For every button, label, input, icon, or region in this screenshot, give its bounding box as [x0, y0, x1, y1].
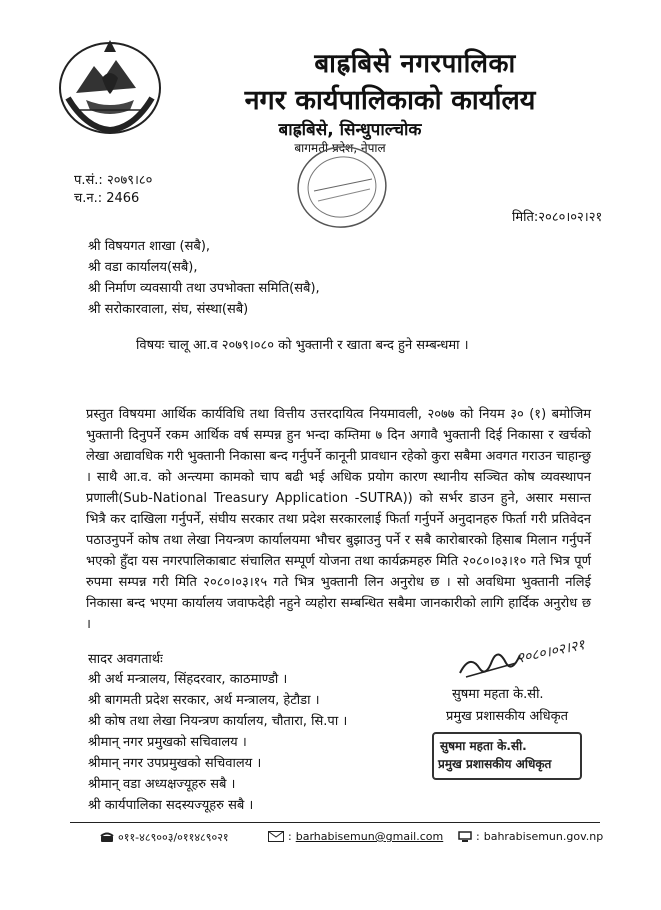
footer-phone	[100, 830, 229, 845]
footer-email: : barhabisemun@gmail.com	[268, 830, 443, 843]
seal-title: प्रमुख प्रशासकीय अधिकृत	[438, 757, 552, 771]
chalani-number: च.न.: 2466	[74, 191, 140, 206]
footer-website: : bahrabisemun.gov.np	[458, 830, 603, 843]
addressee-line: श्री विषयगत शाखा (सबै),	[88, 239, 211, 254]
signatory-title: प्रमुख प्रशासकीय अधिकृत	[446, 709, 569, 724]
cc-item: श्रीमान् वडा अध्यक्षज्यूहरु सबै ।	[88, 777, 236, 792]
cc-item: श्री कार्यपालिका सदस्यज्यूहरु सबै ।	[88, 798, 254, 813]
office-name: नगर कार्यपालिकाको कार्यालय	[244, 85, 536, 116]
cc-item: श्री अर्थ मन्त्रालय, सिंहदरवार, काठमाण्डौ ।	[88, 672, 288, 687]
phone-text: ०११-४८९००३/०११४८९०२१	[118, 831, 229, 844]
letter-subject: विषयः चालू आ.व २०७९।०८० को भुक्तानी र खाता बन्द हुने सम्बन्धमा ।	[136, 338, 469, 353]
handwritten-signature-icon	[456, 633, 596, 683]
nepal-emblem-icon	[56, 38, 164, 136]
patra-sankhya: प.सं.: २०७९।८०	[74, 173, 153, 188]
footer-divider	[70, 822, 600, 823]
signatory-name: सुषमा महता के.सी.	[452, 687, 544, 702]
cc-title: सादर अवगतार्थः	[88, 652, 163, 667]
office-location: बाह्रबिसे, सिन्धुपाल्चोक	[278, 120, 422, 140]
cc-item: श्रीमान् नगर उपप्रमुखको सचिवालय ।	[88, 756, 262, 771]
svg-text:२०८०।०२।२१: २०८०।०२।२१	[515, 636, 587, 667]
office-stamp-icon	[284, 141, 404, 241]
cc-item: श्री कोष तथा लेखा नियन्त्रण कार्यालय, चौतारा, सि.पा ।	[88, 714, 348, 729]
province-line: बागमती प्रदेश, नेपाल	[294, 141, 386, 155]
addressee-line: श्री निर्माण व्यवसायी तथा उपभोक्ता समिति(सबै),	[88, 281, 320, 296]
email-link[interactable]: barhabisemun@gmail.com	[295, 830, 444, 843]
phone-icon	[100, 832, 114, 843]
addressee-line: श्री सरोकारवाला, संघ, संस्था(सबै)	[88, 302, 249, 317]
addressee-line: श्री वडा कार्यालय(सबै),	[88, 260, 198, 275]
letter-date: मिति:२०८०।०२।२१	[512, 210, 603, 225]
computer-icon	[458, 831, 472, 843]
website-link[interactable]: bahrabisemun.gov.np	[483, 830, 604, 843]
letter-body: प्रस्तुत विषयमा आर्थिक कार्यविधि तथा वित्तीय उत्तरदायित्व नियमावली, २०७७ को नियम ३० (१) बमोजिम भुक्तानी दिनुपर्ने रकम आर्थिक वर्ष सम्पन्न हुन भन्दा कम्तिमा ७ दिन अगावै भुक्तानी दिई निकासा र खर्चको लेखा अद्यावधिक गरी भुक्तानी निकासा बन्द गर्नुपर्ने कानूनी प्रावधान रहेको कुरा सबैमा अवगत गराउन चाहान्छु । साथै आ.व. को अन्त्यमा कामको चाप बढी भई अधिक प्रयोग कारण स्थानीय सञ्चित कोष व्यवस्थापन प्रणाली(Sub-National Treasury Application -SUTRA)) को सर्भर डाउन हुने, असार मसान्त भित्रै कर दाखिला गर्नुपर्ने, संघीय सरकार तथा प्रदेश सरकारलाई फिर्ता गर्नुपर्ने अनुदानहरु फिर्ता गरी प्रतिवेदन पठाउनुपर्ने कोष तथा लेखा नियन्त्रण कार्यालयमा भौचर बुझाउनु पर्ने र सबै कारोबारको हिसाब मिलान गर्नुपर्ने भएको हुँदा यस नगरपालिकाबाट संचालित सम्पूर्ण योजना तथा कार्यक्रमहरु मिति २०८०।०३।१० गते भित्र पूर्ण रुपमा सम्पन्न गरी मिति २०८०।०३।१५ गते भित्र भुक्तानी लिन अनुरोध छ । सो अवधिमा भुक्तानी नलिई निकासा बन्द भएमा कार्यालय जवाफदेही नहुने व्यहोरा सम्बन्धित सबैमा जानकारीको लागि हार्दिक अनुरोध छ ।	[86, 407, 591, 632]
cc-item: श्रीमान् नगर प्रमुखको सचिवालय ।	[88, 735, 247, 750]
municipality-name: बाह्रबिसे नगरपालिका	[314, 49, 516, 79]
envelope-icon	[268, 831, 284, 842]
cc-item: श्री बागमती प्रदेश सरकार, अर्थ मन्त्रालय, हेटौडा ।	[88, 693, 320, 708]
seal-name: सुषमा महता के.सी.	[440, 739, 527, 753]
